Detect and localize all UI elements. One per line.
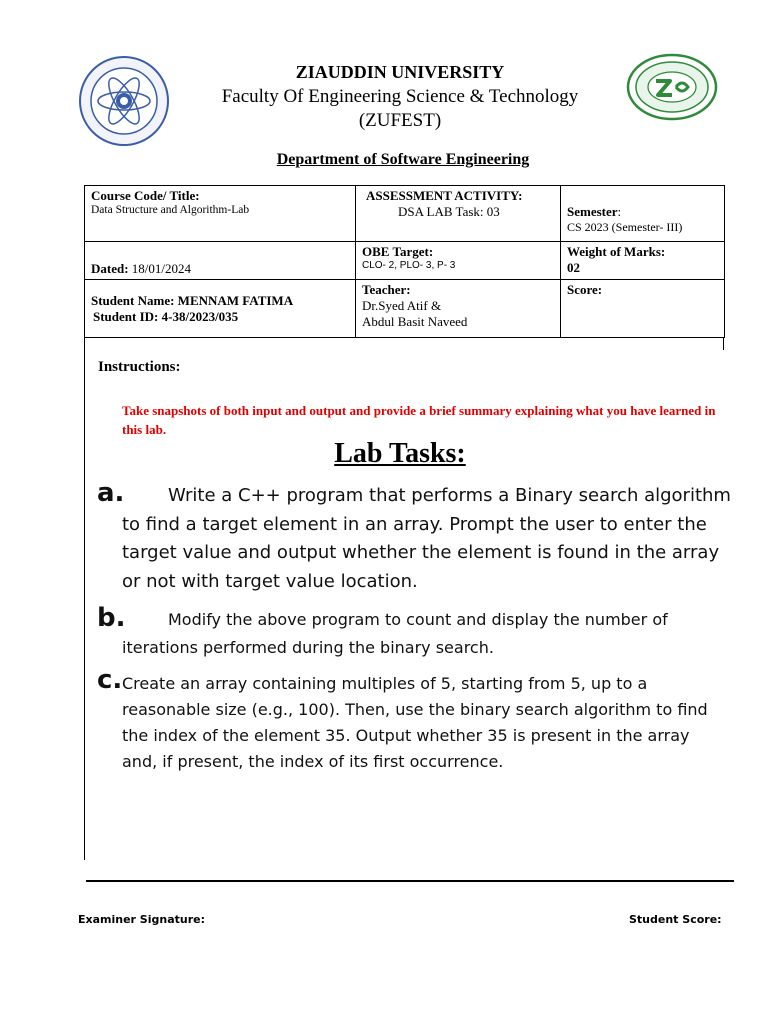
semester-cell: Semester: CS 2023 (Semester- III): [561, 186, 725, 242]
dated-label: Dated:: [91, 261, 129, 276]
teacher-line-1: Dr.Syed Atif &: [362, 298, 442, 313]
footer-divider: [86, 880, 734, 882]
weight-cell: [561, 242, 725, 280]
student-name-label: Student Name:: [91, 292, 175, 308]
course-cell: [85, 186, 356, 242]
semester-label: Semester: [567, 204, 618, 219]
lab-tasks-title: Lab Tasks:: [334, 438, 466, 469]
task-b-label: b.: [97, 603, 126, 633]
task-c-label: c.: [97, 665, 123, 695]
department-title: Department of Software Engineering: [276, 151, 530, 168]
semester-value: CS 2023 (Semester- III): [567, 220, 683, 234]
teacher-label: Teacher:: [362, 282, 411, 297]
activity-label: ASSESSMENT ACTIVITY:: [366, 188, 523, 203]
obe-value: CLO- 2, PLO- 3, P- 3: [362, 260, 456, 271]
obe-cell: [356, 242, 561, 280]
activity-cell: [356, 186, 561, 242]
weight-label: Weight of Marks:: [567, 244, 666, 259]
instructions-note: Take snapshots of both input and output and provide a brief summary explaining what you have learned in this lab.: [122, 403, 716, 437]
score-label: Score:: [567, 282, 603, 297]
content-border-right: [723, 338, 724, 350]
faculty-abbreviation: (ZUFEST): [358, 110, 442, 131]
task-c-text: Create an array containing multiples of 5, starting from 5, up to a reasonable size (e.g., 100). Then, use the binary search algorithm to find the index of the element 35. Output whether 35 is present in the array and, if present, the index of its first occurrence.: [122, 674, 708, 771]
obe-label: OBE Target:: [362, 244, 434, 259]
assessment-info-table: [84, 185, 725, 338]
student-score-label: Student Score:: [629, 913, 722, 926]
dated-value: 18/01/2024: [131, 261, 192, 276]
student-name-value: MENNAM FATIMA: [177, 292, 294, 308]
university-name: ZIAUDDIN UNIVERSITY: [295, 62, 505, 82]
task-a-label: a.: [97, 478, 125, 508]
task-b-text: Modify the above program to count and display the number of iterations performed during the binary search.: [122, 610, 668, 657]
score-cell: [561, 280, 725, 338]
course-value: Data Structure and Algorithm-Lab: [91, 204, 250, 216]
examiner-signature-label: Examiner Signature:: [78, 913, 206, 926]
task-a-text: Write a C++ program that performs a Binary search algorithm to find a target element in an array. Prompt the user to enter the target value and output whether the element is found in the array or not with target value location.: [122, 485, 731, 592]
student-cell: [85, 280, 356, 338]
teacher-line-2: Abdul Basit Naveed: [362, 314, 468, 329]
weight-value: 02: [567, 260, 580, 275]
dated-cell: [85, 242, 356, 280]
content-border-left: [84, 338, 85, 860]
course-label: Course Code/ Title:: [91, 188, 200, 203]
faculty-name: Faculty Of Engineering Science & Technology: [221, 86, 579, 107]
instructions-heading: Instructions:: [98, 359, 181, 375]
student-id-label: Student ID:: [93, 308, 159, 324]
student-id-value: 4-38/2023/035: [161, 308, 239, 324]
activity-value: DSA LAB Task: 03: [398, 204, 500, 219]
teacher-cell: [356, 280, 561, 338]
